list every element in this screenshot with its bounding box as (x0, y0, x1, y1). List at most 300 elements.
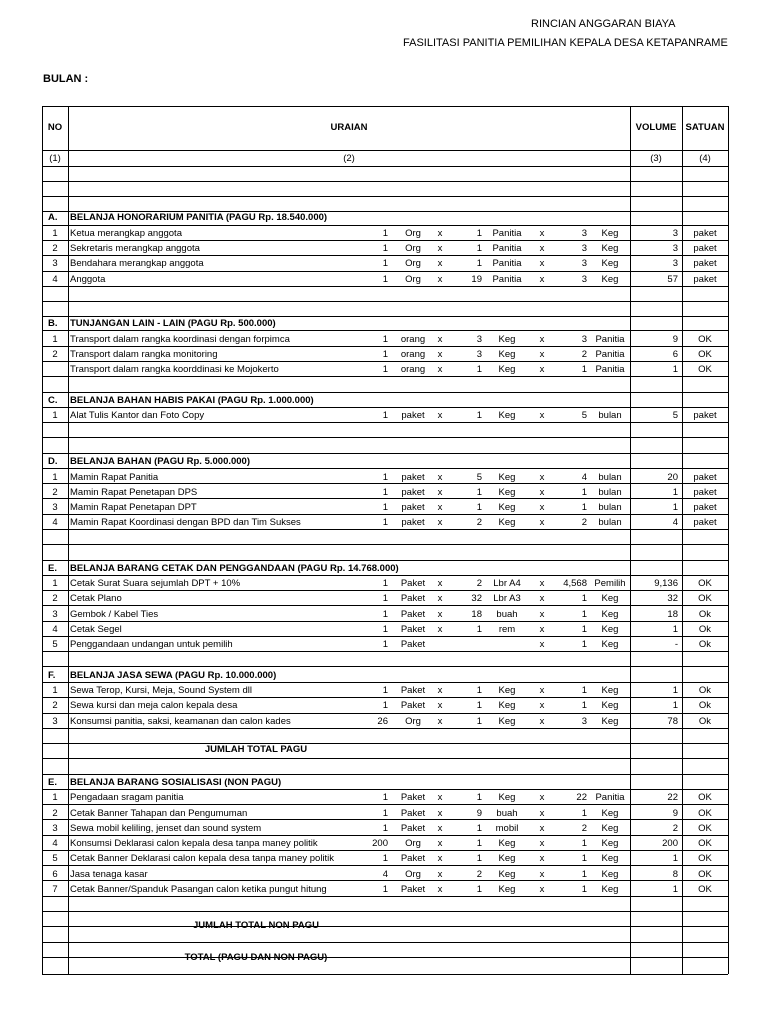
item-unit-3: Panitia (595, 349, 625, 360)
row-line-51 (42, 942, 728, 943)
item-satuan: paket (693, 517, 717, 528)
item-unit-3: bulan (598, 487, 622, 498)
item-unit-1: Paket (400, 853, 426, 864)
item-unit-2: buah (496, 609, 518, 620)
item-satuan: OK (698, 869, 712, 880)
item-volume: 1 (672, 502, 678, 513)
item-times-2: x (539, 578, 545, 589)
item-unit-1: Paket (400, 578, 426, 589)
item-unit-1: paket (401, 410, 425, 421)
item-qty-2: 1 (476, 685, 482, 696)
item-unit-2: buah (496, 808, 518, 819)
item-unit-3: Panitia (595, 334, 625, 345)
item-volume: 22 (667, 792, 678, 803)
item-times-2: x (539, 853, 545, 864)
item-times-2: x (539, 869, 545, 880)
item-unit-3: Keg (601, 823, 619, 834)
item-qty-2: 1 (476, 364, 482, 375)
item-unit-3: bulan (598, 472, 622, 483)
item-qty-3: 1 (581, 487, 587, 498)
item-unit-3: Keg (601, 274, 619, 285)
item-unit-2: Keg (498, 487, 516, 498)
table-border-top (42, 106, 728, 107)
item-number: 3 (52, 502, 58, 513)
section-title: BELANJA BARANG CETAK DAN PENGGANDAAN (PAGU Rp. 14.768.000) (70, 563, 399, 574)
item-unit-2: Keg (498, 517, 516, 528)
item-times-2: x (539, 838, 545, 849)
header-satuan: SATUAN (685, 122, 725, 133)
item-qty-1: 1 (382, 274, 388, 285)
item-description: Sewa mobil keliling, jenset dan sound system (70, 823, 262, 834)
item-unit-3: Keg (601, 884, 619, 895)
item-qty-1: 1 (382, 410, 388, 421)
item-times-1: x (437, 869, 443, 880)
item-satuan: Ok (698, 639, 712, 650)
item-satuan: OK (698, 792, 712, 803)
item-description: Cetak Plano (70, 593, 122, 604)
item-unit-1: Paket (400, 808, 426, 819)
item-times-2: x (539, 472, 545, 483)
item-qty-2: 3 (476, 349, 482, 360)
item-number: 3 (52, 716, 58, 727)
item-times-2: x (539, 502, 545, 513)
item-qty-1: 1 (382, 472, 388, 483)
section-number: E. (48, 563, 57, 574)
item-description: Sekretaris merangkap anggota (70, 243, 200, 254)
item-qty-3: 1 (581, 593, 587, 604)
item-volume: 3 (672, 228, 678, 239)
section-title: BELANJA BARANG SOSIALISASI (NON PAGU) (70, 777, 282, 788)
item-description: Konsumsi panitia, saksi, keamanan dan calon kades (70, 716, 291, 727)
total-label: TOTAL (PAGU DAN NON PAGU) (184, 952, 328, 963)
item-volume: 2 (672, 823, 678, 834)
item-times-1: x (437, 517, 443, 528)
item-number: 2 (52, 808, 58, 819)
item-times-1: x (437, 243, 443, 254)
item-times-2: x (539, 487, 545, 498)
item-satuan: paket (693, 274, 717, 285)
item-times-1: x (437, 884, 443, 895)
item-satuan: Ok (698, 716, 712, 727)
item-description: Mamin Rapat Panitia (70, 472, 159, 483)
item-unit-2: Panitia (492, 243, 522, 254)
row-line-15 (42, 392, 728, 393)
item-qty-1: 1 (382, 808, 388, 819)
item-description: Gembok / Kabel Ties (70, 609, 159, 620)
item-qty-2: 5 (476, 472, 482, 483)
item-unit-2: Keg (498, 502, 516, 513)
item-unit-1: Paket (400, 792, 426, 803)
item-description: Konsumsi Deklarasi calon kepala desa tanpa maney politik (70, 838, 318, 849)
item-unit-1: Paket (400, 823, 426, 834)
row-line-0 (42, 166, 728, 167)
item-unit-1: Org (405, 243, 421, 254)
item-times-1: x (437, 364, 443, 375)
header-uraian: URAIAN (330, 122, 368, 133)
item-qty-1: 1 (382, 364, 388, 375)
item-unit-3: Keg (601, 258, 619, 269)
item-qty-3: 1 (581, 700, 587, 711)
item-qty-1: 1 (382, 823, 388, 834)
item-number: 4 (52, 274, 58, 285)
item-satuan: OK (698, 884, 712, 895)
item-qty-2: 1 (476, 258, 482, 269)
item-qty-2: 1 (476, 853, 482, 864)
item-qty-1: 1 (382, 258, 388, 269)
budget-table (42, 106, 728, 974)
item-qty-1: 1 (382, 349, 388, 360)
item-times-2: x (539, 609, 545, 620)
item-times-2: x (539, 593, 545, 604)
item-unit-3: bulan (598, 502, 622, 513)
item-unit-2: Lbr A3 (493, 593, 521, 604)
item-qty-2: 2 (476, 869, 482, 880)
item-times-1: x (437, 792, 443, 803)
item-volume: 5 (672, 410, 678, 421)
item-satuan: OK (698, 808, 712, 819)
table-border-right (728, 106, 729, 974)
item-qty-3: 1 (581, 869, 587, 880)
item-unit-2: Lbr A4 (493, 578, 521, 589)
item-description: Transport dalam rangka monitoring (70, 349, 218, 360)
item-times-2: x (539, 517, 545, 528)
item-satuan: OK (698, 593, 712, 604)
item-times-1: x (437, 410, 443, 421)
item-unit-3: Keg (601, 243, 619, 254)
item-qty-3: 1 (581, 502, 587, 513)
item-qty-1: 1 (382, 517, 388, 528)
row-line-40 (42, 774, 728, 775)
item-unit-3: Keg (601, 639, 619, 650)
item-qty-2: 1 (476, 838, 482, 849)
item-number: 2 (52, 243, 58, 254)
item-number: 5 (52, 853, 58, 864)
item-number: 1 (52, 228, 58, 239)
item-number: 2 (52, 349, 58, 360)
item-description: Cetak Banner Tahapan dan Pengumuman (70, 808, 248, 819)
item-unit-2: Keg (498, 410, 516, 421)
month-label: BULAN : (43, 73, 89, 85)
colnum-satuan: (4) (699, 153, 711, 164)
item-unit-3: Pemilih (594, 578, 626, 589)
item-volume: 1 (672, 487, 678, 498)
item-volume: 1 (672, 884, 678, 895)
item-unit-1: Org (405, 228, 421, 239)
item-unit-3: Keg (601, 716, 619, 727)
item-qty-1: 1 (382, 700, 388, 711)
item-times-2: x (539, 700, 545, 711)
item-number: 7 (52, 884, 58, 895)
row-line-1 (42, 181, 728, 182)
item-qty-1: 1 (382, 243, 388, 254)
item-qty-3: 3 (581, 274, 587, 285)
item-satuan: paket (693, 502, 717, 513)
item-unit-3: Keg (601, 700, 619, 711)
row-line-33 (42, 666, 728, 667)
item-description: Mamin Rapat Koordinasi dengan BPD dan Tim Sukses (70, 517, 301, 528)
total-label: JUMLAH TOTAL PAGU (204, 744, 308, 755)
item-volume: 9 (672, 334, 678, 345)
item-volume: 1 (672, 364, 678, 375)
header-bottom-line (42, 150, 728, 151)
item-volume: 3 (672, 258, 678, 269)
item-qty-1: 1 (382, 334, 388, 345)
item-description: Bendahara merangkap anggota (70, 258, 204, 269)
item-satuan: OK (698, 334, 712, 345)
item-description: Penggandaan undangan untuk pemilih (70, 639, 233, 650)
item-satuan: Ok (698, 609, 712, 620)
item-description: Transport dalam rangka koorddinasi ke Mojokerto (70, 364, 279, 375)
item-times-1: x (437, 853, 443, 864)
item-times-2: x (539, 884, 545, 895)
item-times-2: x (539, 823, 545, 834)
item-unit-1: Paket (400, 624, 426, 635)
item-unit-2: Keg (498, 716, 516, 727)
item-unit-2: Panitia (492, 274, 522, 285)
item-number: 2 (52, 487, 58, 498)
item-times-1: x (437, 700, 443, 711)
item-times-1: x (437, 472, 443, 483)
item-qty-3: 3 (581, 334, 587, 345)
row-line-38 (42, 743, 728, 744)
item-times-1: x (437, 502, 443, 513)
item-times-2: x (539, 349, 545, 360)
item-number: 4 (52, 517, 58, 528)
item-description: Jasa tenaga kasar (70, 869, 148, 880)
item-qty-2: 9 (476, 808, 482, 819)
item-qty-1: 1 (382, 228, 388, 239)
item-times-2: x (539, 792, 545, 803)
section-title: BELANJA JASA SEWA (PAGU Rp. 10.000.000) (70, 670, 277, 681)
item-description: Anggota (70, 274, 106, 285)
document-subtitle: FASILITASI PANITIA PEMILIHAN KEPALA DESA KETAPANRAME (403, 37, 728, 49)
item-unit-3: Keg (601, 869, 619, 880)
row-line-4 (42, 225, 728, 226)
item-unit-2: mobil (495, 823, 519, 834)
section-number: B. (48, 318, 58, 329)
item-qty-1: 1 (382, 502, 388, 513)
item-satuan: paket (693, 472, 717, 483)
item-satuan: OK (698, 838, 712, 849)
item-unit-3: Keg (601, 593, 619, 604)
item-unit-2: Panitia (492, 228, 522, 239)
item-times-2: x (539, 624, 545, 635)
item-times-1: x (437, 716, 443, 727)
table-border-bottom (42, 974, 728, 975)
item-unit-1: Paket (400, 609, 426, 620)
item-times-2: x (539, 258, 545, 269)
row-line-19 (42, 453, 728, 454)
item-unit-1: paket (401, 517, 425, 528)
item-unit-2: Keg (498, 685, 516, 696)
item-times-1: x (437, 685, 443, 696)
row-line-26 (42, 560, 728, 561)
item-unit-1: Paket (400, 884, 426, 895)
item-number: 5 (52, 639, 58, 650)
colnum-uraian: (2) (343, 153, 355, 164)
item-qty-2: 1 (476, 502, 482, 513)
item-times-1: x (437, 487, 443, 498)
item-description: Mamin Rapat Penetapan DPS (70, 487, 198, 498)
section-number: A. (48, 212, 58, 223)
item-number: 3 (52, 609, 58, 620)
row-line-36 (42, 713, 728, 714)
item-qty-3: 1 (581, 624, 587, 635)
item-number: 4 (52, 838, 58, 849)
item-volume: 32 (667, 593, 678, 604)
item-unit-2: Keg (498, 349, 516, 360)
item-unit-1: Paket (400, 685, 426, 696)
row-line-9 (42, 301, 728, 302)
item-unit-3: Keg (601, 808, 619, 819)
item-qty-2: 1 (476, 716, 482, 727)
item-qty-2: 1 (476, 823, 482, 834)
item-qty-2: 32 (471, 593, 482, 604)
row-line-25 (42, 544, 728, 545)
item-times-2: x (539, 639, 545, 650)
item-qty-3: 2 (581, 517, 587, 528)
section-title: BELANJA HONORARIUM PANITIA (PAGU Rp. 18.540.000) (70, 212, 328, 223)
item-times-1: x (437, 609, 443, 620)
item-description: Cetak Banner Deklarasi calon kepala desa tanpa maney politik (70, 853, 335, 864)
item-volume: - (674, 639, 678, 650)
item-unit-1: Org (405, 716, 421, 727)
item-qty-3: 1 (581, 838, 587, 849)
item-volume: 6 (672, 349, 678, 360)
item-satuan: paket (693, 410, 717, 421)
item-unit-3: Keg (601, 685, 619, 696)
row-line-18 (42, 437, 728, 438)
item-qty-3: 4 (581, 472, 587, 483)
item-volume: 8 (672, 869, 678, 880)
item-times-2: x (539, 243, 545, 254)
item-number: 6 (52, 869, 58, 880)
item-satuan: OK (698, 578, 712, 589)
document-title: RINCIAN ANGGARAN BIAYA (531, 18, 676, 30)
item-unit-2: Keg (498, 700, 516, 711)
row-line-49 (42, 911, 728, 912)
item-qty-1: 1 (382, 792, 388, 803)
item-times-2: x (539, 410, 545, 421)
item-volume: 9 (672, 808, 678, 819)
item-times-1: x (437, 624, 443, 635)
item-qty-1: 200 (372, 838, 388, 849)
item-qty-3: 1 (581, 685, 587, 696)
item-description: Sewa Terop, Kursi, Meja, Sound System dll (70, 685, 252, 696)
item-qty-1: 1 (382, 884, 388, 895)
item-volume: 1 (672, 685, 678, 696)
item-qty-3: 1 (581, 609, 587, 620)
item-number: 4 (52, 624, 58, 635)
item-volume: 200 (662, 838, 678, 849)
item-qty-3: 2 (581, 349, 587, 360)
item-unit-2: Keg (498, 472, 516, 483)
item-qty-1: 1 (382, 685, 388, 696)
item-qty-2: 1 (476, 884, 482, 895)
item-unit-1: orang (400, 364, 426, 375)
item-unit-2: Keg (498, 884, 516, 895)
col-line-no (68, 106, 69, 974)
item-unit-2: Keg (498, 853, 516, 864)
item-qty-2: 18 (471, 609, 482, 620)
item-times-2: x (539, 808, 545, 819)
item-qty-1: 1 (382, 487, 388, 498)
item-unit-3: Panitia (595, 792, 625, 803)
item-qty-3: 1 (581, 884, 587, 895)
item-satuan: paket (693, 487, 717, 498)
item-description: Alat Tulis Kantor dan Foto Copy (70, 410, 205, 421)
item-qty-1: 26 (377, 716, 388, 727)
item-qty-3: 3 (581, 243, 587, 254)
item-satuan: OK (698, 364, 712, 375)
item-volume: 1 (672, 624, 678, 635)
item-satuan: Ok (698, 624, 712, 635)
item-number: 1 (52, 578, 58, 589)
item-number: 1 (52, 472, 58, 483)
item-qty-3: 1 (581, 364, 587, 375)
item-times-1: x (437, 274, 443, 285)
item-unit-3: Keg (601, 853, 619, 864)
item-volume: 1 (672, 700, 678, 711)
item-satuan: paket (693, 228, 717, 239)
item-qty-2: 1 (476, 700, 482, 711)
item-satuan: OK (698, 823, 712, 834)
item-qty-2: 1 (476, 410, 482, 421)
item-number: 1 (52, 334, 58, 345)
item-qty-3: 4,568 (563, 578, 587, 589)
item-unit-1: orang (400, 349, 426, 360)
item-qty-3: 3 (581, 716, 587, 727)
item-unit-1: paket (401, 472, 425, 483)
item-qty-2: 1 (476, 792, 482, 803)
item-unit-1: Paket (400, 700, 426, 711)
row-line-2 (42, 196, 728, 197)
item-qty-1: 1 (382, 639, 388, 650)
item-unit-1: Org (405, 258, 421, 269)
item-qty-2: 2 (476, 517, 482, 528)
item-description: Transport dalam rangka koordinasi dengan forpimca (70, 334, 290, 345)
item-qty-1: 1 (382, 609, 388, 620)
item-qty-2: 19 (471, 274, 482, 285)
item-qty-1: 1 (382, 578, 388, 589)
item-times-1: x (437, 593, 443, 604)
item-volume: 3 (672, 243, 678, 254)
item-qty-2: 1 (476, 487, 482, 498)
item-volume: 1 (672, 853, 678, 864)
item-unit-1: Paket (400, 593, 426, 604)
item-number: 1 (52, 685, 58, 696)
item-unit-3: Keg (601, 228, 619, 239)
item-qty-2: 1 (476, 228, 482, 239)
item-unit-3: Keg (601, 838, 619, 849)
item-qty-3: 3 (581, 228, 587, 239)
item-times-2: x (539, 716, 545, 727)
header-volume: VOLUME (635, 122, 677, 133)
item-qty-3: 2 (581, 823, 587, 834)
item-times-1: x (437, 258, 443, 269)
item-satuan: OK (698, 853, 712, 864)
section-number: F. (48, 670, 56, 681)
item-unit-2: rem (498, 624, 516, 635)
section-title: BELANJA BAHAN HABIS PAKAI (PAGU Rp. 1.000.000) (70, 395, 314, 406)
item-volume: 18 (667, 609, 678, 620)
item-description: Sewa kursi dan meja calon kepala desa (70, 700, 238, 711)
item-unit-1: Org (405, 869, 421, 880)
item-satuan: paket (693, 243, 717, 254)
item-description: Cetak Surat Suara sejumlah DPT + 10% (70, 578, 241, 589)
item-unit-2: Keg (498, 792, 516, 803)
section-title: TUNJANGAN LAIN - LAIN (PAGU Rp. 500.000) (70, 318, 276, 329)
